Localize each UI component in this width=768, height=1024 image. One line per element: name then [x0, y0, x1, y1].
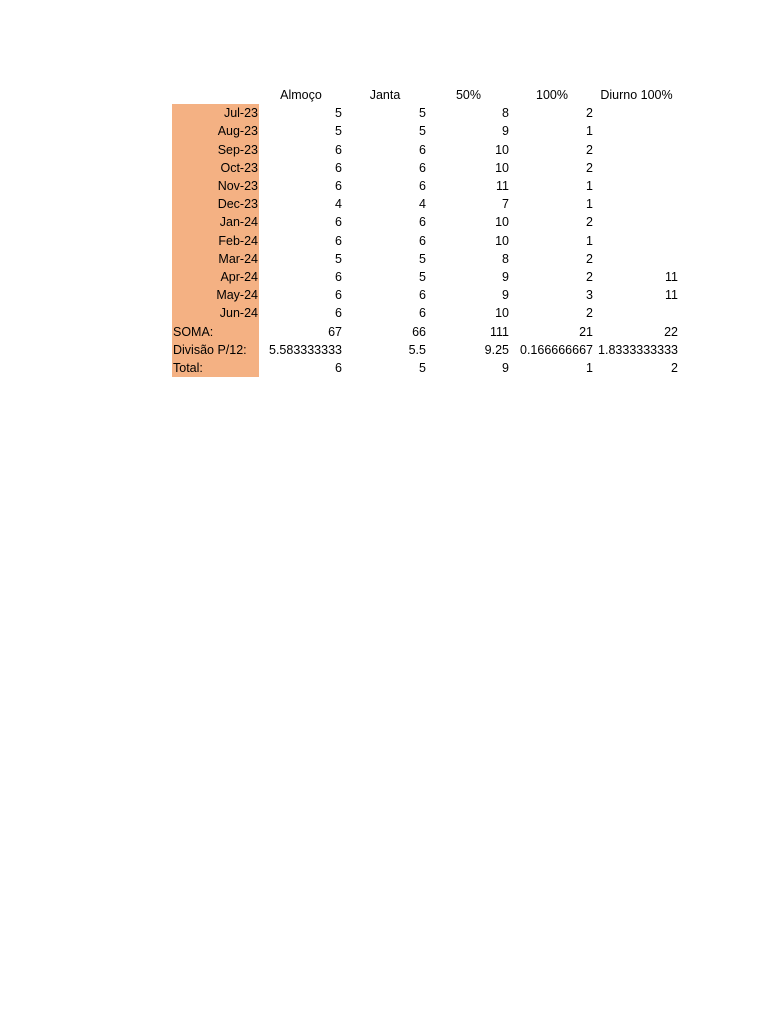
- value-cell-p100[interactable]: 1: [586, 361, 593, 376]
- header-cell-diurno-100[interactable]: Diurno 100%: [600, 88, 673, 102]
- header-row: [172, 86, 679, 104]
- month-label-cell[interactable]: Jan-24: [172, 213, 259, 231]
- value-cell-p100[interactable]: 21: [579, 324, 593, 339]
- value-cell-p50[interactable]: 10: [495, 233, 509, 248]
- value-cell-p50[interactable]: 9: [502, 270, 509, 285]
- value-cell-janta[interactable]: 66: [412, 324, 426, 339]
- value-cell-p100[interactable]: 1: [586, 179, 593, 194]
- month-row: [172, 104, 679, 122]
- month-label-cell[interactable]: Jun-24: [172, 304, 259, 322]
- value-cell-almoco[interactable]: 6: [335, 270, 342, 285]
- header-cell-50[interactable]: 50%: [455, 88, 482, 102]
- value-cell-janta[interactable]: 6: [419, 215, 426, 230]
- summary-label-cell[interactable]: Total:: [172, 359, 259, 377]
- value-cell-p50[interactable]: 111: [489, 324, 509, 339]
- month-row: [172, 232, 679, 250]
- value-cell-diurno[interactable]: [594, 232, 679, 250]
- value-cell-diurno[interactable]: [594, 304, 679, 322]
- month-row: [172, 122, 679, 140]
- month-label-cell[interactable]: Dec-23: [172, 195, 259, 213]
- value-cell-p100[interactable]: 2: [586, 142, 593, 157]
- month-row: [172, 159, 679, 177]
- month-row: [172, 286, 679, 304]
- value-cell-diurno[interactable]: 11: [665, 288, 678, 303]
- value-cell-p100[interactable]: 2: [586, 306, 593, 321]
- value-cell-diurno[interactable]: [594, 141, 679, 159]
- summary-label-cell[interactable]: Divisão P/12:: [172, 341, 259, 359]
- month-row: [172, 268, 679, 286]
- value-cell-p50[interactable]: 9: [502, 361, 509, 376]
- value-cell-diurno[interactable]: 11: [665, 270, 678, 285]
- value-cell-almoco[interactable]: 4: [335, 197, 342, 212]
- value-cell-diurno[interactable]: 1.8333333333: [598, 342, 678, 357]
- summary-row: [172, 341, 679, 359]
- value-cell-p50[interactable]: 7: [502, 197, 509, 212]
- value-cell-almoco[interactable]: 67: [328, 324, 342, 339]
- month-row: [172, 304, 679, 322]
- value-cell-almoco[interactable]: 6: [335, 142, 342, 157]
- month-label-cell[interactable]: Feb-24: [172, 232, 259, 250]
- value-cell-janta[interactable]: 5: [419, 251, 426, 266]
- value-cell-p50[interactable]: 10: [495, 306, 509, 321]
- value-cell-p100[interactable]: 1: [586, 197, 593, 212]
- month-label-cell[interactable]: Sep-23: [172, 141, 259, 159]
- value-cell-p100[interactable]: 1: [586, 233, 593, 248]
- value-cell-p50[interactable]: 9: [502, 124, 509, 139]
- value-cell-janta[interactable]: 6: [419, 306, 426, 321]
- value-cell-p100[interactable]: 2: [586, 270, 593, 285]
- month-label-cell[interactable]: Oct-23: [172, 159, 259, 177]
- header-cell-janta[interactable]: Janta: [369, 88, 401, 102]
- value-cell-diurno[interactable]: 2: [671, 361, 678, 376]
- value-cell-almoco[interactable]: 5: [335, 251, 342, 266]
- value-cell-diurno[interactable]: 22: [664, 324, 678, 339]
- month-row: [172, 250, 679, 268]
- value-cell-p100[interactable]: 3: [586, 288, 593, 303]
- value-cell-almoco[interactable]: 5.583333333: [269, 342, 342, 357]
- value-cell-diurno[interactable]: [594, 177, 679, 195]
- value-cell-almoco[interactable]: 6: [335, 160, 342, 175]
- value-cell-janta[interactable]: 5: [419, 106, 426, 121]
- value-cell-janta[interactable]: 5.5: [408, 342, 426, 357]
- value-cell-almoco[interactable]: 6: [335, 233, 342, 248]
- value-cell-diurno[interactable]: [594, 122, 679, 140]
- month-label-cell[interactable]: Apr-24: [172, 268, 259, 286]
- value-cell-p50[interactable]: 10: [495, 215, 509, 230]
- value-cell-almoco[interactable]: 6: [335, 179, 342, 194]
- month-row: [172, 177, 679, 195]
- value-cell-p50[interactable]: 8: [502, 251, 509, 266]
- month-label-cell[interactable]: May-24: [172, 286, 259, 304]
- value-cell-janta[interactable]: 6: [419, 288, 426, 303]
- value-cell-p50[interactable]: 9.25: [484, 342, 509, 357]
- value-cell-p50[interactable]: 9: [502, 288, 509, 303]
- value-cell-janta[interactable]: 6: [419, 233, 426, 248]
- month-label-cell[interactable]: Nov-23: [172, 177, 259, 195]
- value-cell-p50[interactable]: 10: [495, 160, 509, 175]
- header-cell-100[interactable]: 100%: [536, 88, 568, 102]
- value-cell-p100[interactable]: 1: [586, 124, 593, 139]
- value-cell-almoco[interactable]: 6: [335, 215, 342, 230]
- month-row: [172, 141, 679, 159]
- value-cell-p100[interactable]: 2: [586, 106, 593, 121]
- month-label-cell[interactable]: Jul-23: [172, 104, 259, 122]
- header-cell-corner[interactable]: [172, 86, 259, 104]
- month-row: [172, 195, 679, 213]
- value-cell-p100[interactable]: 2: [586, 160, 593, 175]
- month-label-cell[interactable]: Mar-24: [172, 250, 259, 268]
- value-cell-p50[interactable]: 10: [495, 142, 509, 157]
- value-cell-diurno[interactable]: [594, 213, 679, 231]
- value-cell-p100[interactable]: 0.166666667: [520, 342, 593, 357]
- value-cell-almoco[interactable]: 5: [335, 124, 342, 139]
- summary-row: [172, 323, 679, 341]
- value-cell-almoco[interactable]: 5: [335, 106, 342, 121]
- value-cell-p50[interactable]: 8: [502, 106, 509, 121]
- value-cell-janta[interactable]: 6: [419, 160, 426, 175]
- spreadsheet-table: [172, 86, 679, 377]
- value-cell-janta[interactable]: 5: [419, 361, 426, 376]
- header-cell-almoco[interactable]: Almoço: [280, 88, 322, 102]
- value-cell-janta[interactable]: 4: [419, 197, 426, 212]
- value-cell-diurno[interactable]: [594, 250, 679, 268]
- summary-row: [172, 359, 679, 377]
- value-cell-diurno[interactable]: [594, 159, 679, 177]
- value-cell-janta[interactable]: 6: [419, 142, 426, 157]
- value-cell-janta[interactable]: 5: [419, 270, 426, 285]
- month-row: [172, 213, 679, 231]
- month-label-cell[interactable]: Aug-23: [172, 122, 259, 140]
- value-cell-almoco[interactable]: 6: [335, 306, 342, 321]
- value-cell-almoco[interactable]: 6: [335, 361, 342, 376]
- value-cell-p100[interactable]: 2: [586, 215, 593, 230]
- value-cell-diurno[interactable]: [594, 104, 679, 122]
- value-cell-almoco[interactable]: 6: [335, 288, 342, 303]
- value-cell-diurno[interactable]: [594, 195, 679, 213]
- value-cell-janta[interactable]: 6: [419, 179, 426, 194]
- value-cell-p50[interactable]: 11: [496, 179, 509, 194]
- summary-label-cell[interactable]: SOMA:: [172, 323, 259, 341]
- spreadsheet-body: [172, 86, 679, 377]
- value-cell-janta[interactable]: 5: [419, 124, 426, 139]
- value-cell-p100[interactable]: 2: [586, 251, 593, 266]
